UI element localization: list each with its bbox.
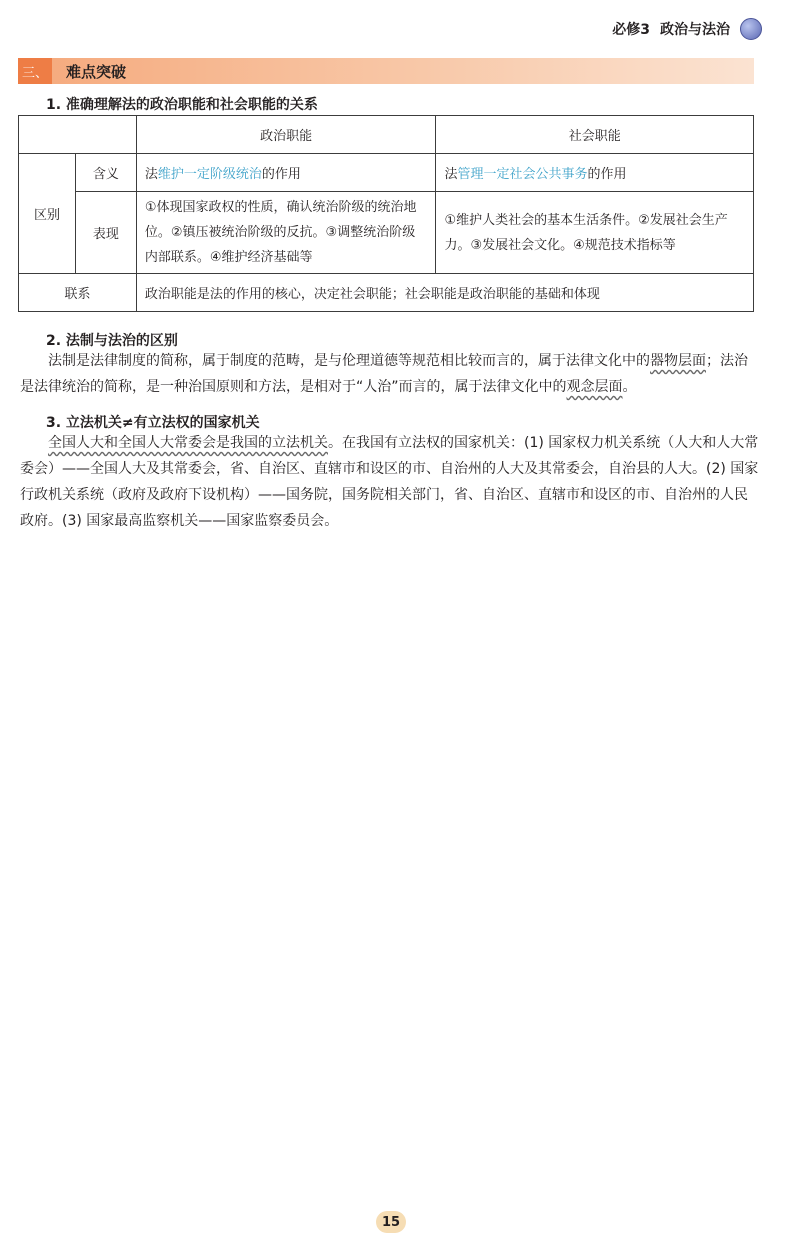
- item2-paragraph: 法制是法律制度的简称，属于制度的范畴，是与伦理道德等规范相比较而言的，属于法律文化中的器物层面；法治是法律统治的简称，是一种治国原则和方法，是相对于“人治”而言的，属于法律文化中的观念层面。: [20, 353, 748, 395]
- social-meaning-highlight: 管理一定社会公共事务: [457, 167, 588, 182]
- political-function-header: 政治职能: [136, 116, 436, 154]
- link-label: 联系: [19, 274, 137, 312]
- artifact-level-term: 器物层面: [650, 353, 706, 369]
- table-corner-cell: [19, 116, 137, 154]
- section-number: 三、: [18, 58, 52, 84]
- item1-heading: 1. 准确理解法的政治职能和社会职能的关系: [46, 97, 318, 113]
- social-manifest-cell: ①维护人类社会的基本生活条件。②发展社会生产力。③发展社会文化。④规范技术指标等: [436, 192, 754, 274]
- functions-table: [18, 115, 754, 312]
- table-row: [19, 154, 754, 192]
- legislature-statement: 全国人大和全国人大常委会是我国的立法机关: [48, 435, 328, 451]
- page-number: 15: [376, 1211, 406, 1233]
- running-header: [612, 18, 762, 40]
- social-function-header: 社会职能: [436, 116, 754, 154]
- section-title: 难点突破: [66, 62, 127, 81]
- item3-heading: 3. 立法机关≠有立法权的国家机关: [46, 415, 260, 431]
- manifest-label: 表现: [75, 192, 136, 274]
- section-banner: [18, 58, 754, 84]
- meaning-label: 含义: [75, 154, 136, 192]
- subject-label: 政治与法治: [660, 22, 730, 38]
- social-meaning-cell: 法管理一定社会公共事务的作用: [436, 154, 754, 192]
- book-label: 必修3: [612, 22, 650, 38]
- book-emblem-icon: [740, 18, 762, 40]
- concept-level-term: 观念层面: [566, 379, 623, 395]
- item3-paragraph: 全国人大和全国人大常委会是我国的立法机关。在我国有立法权的国家机关：(1) 国家权力机关系统（人大和人大常委会）——全国人大及其常委会，省、自治区、直辖市和设区的市、自治州的人大及其常委会，自治县的人大。(2) 国家行政机关系统（政府及政府下设机构）——国务院，国务院相关部门，省、自治区、直辖市和设区的市、自治州的人民政府。(3) 国家最高监察机关——国家监察委员会。: [20, 435, 759, 529]
- political-meaning-cell: 法维护一定阶级统治的作用: [136, 154, 436, 192]
- difference-label: 区别: [19, 154, 76, 274]
- table-header-row: [19, 116, 754, 154]
- table-row: [19, 274, 754, 312]
- political-meaning-highlight: 维护一定阶级统治: [157, 167, 262, 182]
- link-text-cell: 政治职能是法的作用的核心，决定社会职能；社会职能是政治职能的基础和体现: [136, 274, 753, 312]
- item2-heading: 2. 法制与法治的区别: [46, 333, 178, 349]
- table-row: [19, 192, 754, 274]
- political-manifest-cell: ①体现国家政权的性质，确认统治阶级的统治地位。②镇压被统治阶级的反抗。③调整统治阶级内部联系。④维护经济基础等: [136, 192, 436, 274]
